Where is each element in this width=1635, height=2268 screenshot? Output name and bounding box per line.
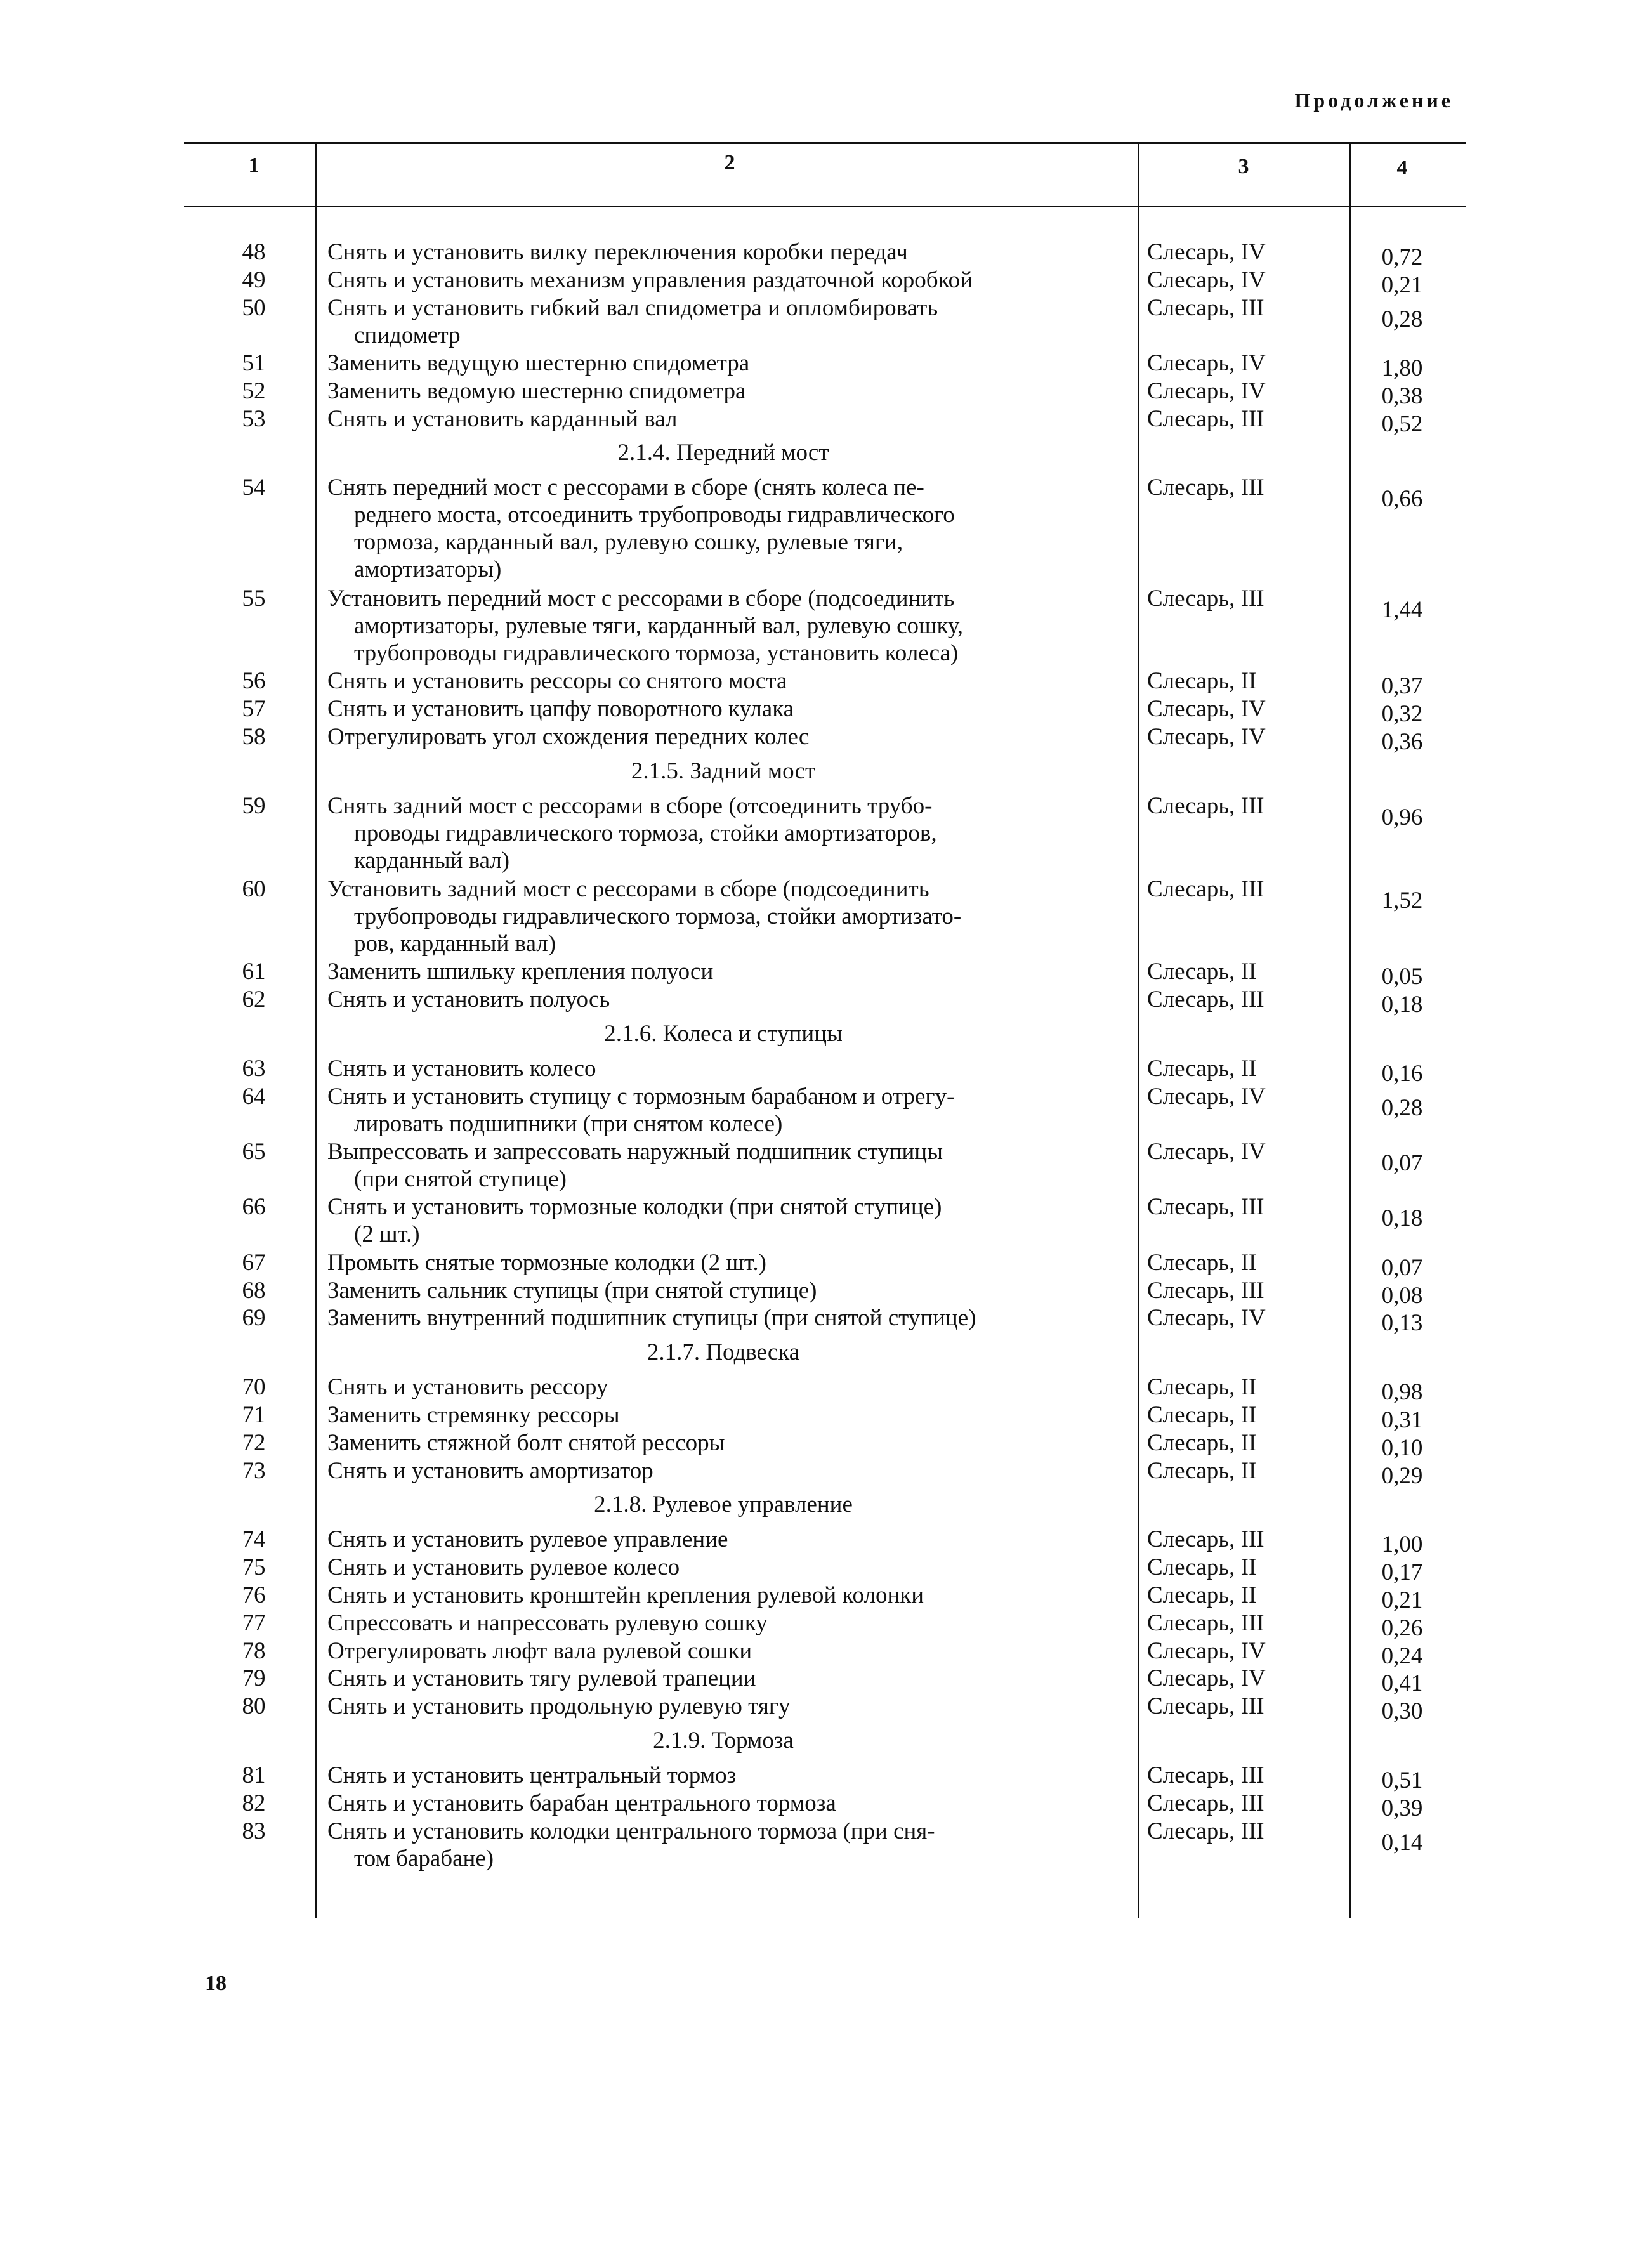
time-norm: 0,17 [1381, 1559, 1423, 1586]
operation-description [327, 986, 1124, 1013]
time-norm: 1,00 [1381, 1531, 1423, 1558]
time-norm: 0,41 [1381, 1670, 1423, 1697]
table-top-rule [184, 142, 1466, 144]
operation-description [327, 1457, 1124, 1485]
time-norm: 0,05 [1381, 964, 1423, 990]
time-norm: 0,38 [1381, 383, 1423, 409]
operation-description [327, 1609, 1124, 1637]
operation-description [327, 1138, 1124, 1193]
time-norm: 0,07 [1381, 1150, 1423, 1177]
section-heading: 2.1.9. Тормоза [653, 1727, 794, 1753]
row-number: 64 [242, 1083, 266, 1110]
worker-grade: Слесарь, II [1147, 668, 1257, 695]
worker-grade: Слесарь, II [1147, 1457, 1257, 1484]
worker-grade: Слесарь, III [1147, 875, 1264, 902]
description-line: Установить задний мост с рессорами в сборе (подсоединить [327, 875, 929, 902]
worker-grade: Слесарь, III [1147, 1818, 1264, 1844]
operation-description [327, 1083, 1124, 1137]
row-number: 65 [242, 1139, 266, 1165]
worker-grade: Слесарь, II [1147, 1429, 1257, 1456]
time-norm: 0,72 [1381, 244, 1423, 270]
description-line: трубопроводы гидравлического тормоза, установить колеса) [354, 639, 959, 666]
operation-description [327, 1429, 1124, 1457]
description-line: Выпрессовать и запрессовать наружный подшипник ступицы [327, 1139, 943, 1165]
operation-description [327, 1249, 1124, 1276]
column-divider-3 [1349, 142, 1351, 1918]
time-norm: 0,08 [1381, 1282, 1423, 1309]
time-norm: 0,30 [1381, 1698, 1423, 1725]
row-number: 53 [242, 405, 266, 432]
worker-grade: Слесарь, III [1147, 1526, 1264, 1553]
worker-grade: Слесарь, III [1147, 294, 1264, 321]
description-line: (при снятой ступице) [354, 1166, 567, 1193]
row-number: 71 [242, 1401, 266, 1428]
time-norm: 0,24 [1381, 1642, 1423, 1669]
column-header-4: 4 [1396, 156, 1408, 180]
time-norm: 0,07 [1381, 1254, 1423, 1281]
worker-grade: Слесарь, IV [1147, 350, 1266, 376]
description-line: Спрессовать и напрессовать рулевую сошку [327, 1609, 768, 1636]
description-line: Снять и установить рессоры со снятого моста [327, 668, 787, 695]
operation-description [327, 1818, 1124, 1872]
row-number: 52 [242, 377, 266, 404]
time-norm: 1,52 [1381, 887, 1423, 914]
description-line: лировать подшипники (при снятом колесе) [354, 1110, 783, 1137]
description-line: карданный вал) [354, 847, 510, 874]
description-line: Заменить ведущую шестерню спидометра [327, 350, 750, 376]
operation-description [327, 723, 1124, 751]
worker-grade: Слесарь, III [1147, 1790, 1264, 1816]
row-number: 76 [242, 1582, 266, 1608]
time-norm: 0,37 [1381, 673, 1423, 700]
time-norm: 0,16 [1381, 1061, 1423, 1087]
description-line: Заменить внутренний подшипник ступицы (при снятой ступице) [327, 1305, 976, 1332]
time-norm: 0,28 [1381, 1094, 1423, 1121]
description-line: Отрегулировать люфт вала рулевой сошки [327, 1637, 752, 1664]
worker-grade: Слесарь, IV [1147, 1305, 1266, 1332]
description-line: амортизаторы) [354, 556, 502, 583]
description-line: Снять и установить карданный вал [327, 405, 678, 432]
description-line: Снять передний мост с рессорами в сборе (снять колеса пе- [327, 475, 924, 501]
operation-description [327, 958, 1124, 985]
row-number: 62 [242, 987, 266, 1013]
row-number: 72 [242, 1429, 266, 1456]
row-number: 77 [242, 1609, 266, 1636]
description-line: Снять и установить рулевое колесо [327, 1554, 680, 1581]
time-norm: 0,98 [1381, 1379, 1423, 1406]
time-norm: 0,18 [1381, 1205, 1423, 1232]
row-number: 66 [242, 1194, 266, 1221]
operation-description [327, 294, 1124, 349]
description-line: (2 шт.) [354, 1221, 420, 1248]
row-number: 75 [242, 1554, 266, 1581]
column-divider-2 [1138, 142, 1139, 1918]
operation-description [327, 1373, 1124, 1401]
operation-description [327, 239, 1124, 266]
time-norm: 0,66 [1381, 486, 1423, 513]
table-header-bottom-rule [184, 206, 1466, 207]
worker-grade: Слесарь, III [1147, 1762, 1264, 1788]
row-number: 82 [242, 1790, 266, 1816]
description-line: Снять и установить рессору [327, 1374, 608, 1401]
worker-grade: Слесарь, III [1147, 1277, 1264, 1304]
description-line: амортизаторы, рулевые тяги, карданный вал, рулевую сошку, [354, 612, 963, 639]
description-line: Заменить стяжной болт снятой рессоры [327, 1429, 725, 1456]
time-norm: 0,32 [1381, 701, 1423, 728]
row-number: 78 [242, 1637, 266, 1664]
time-norm: 0,14 [1381, 1829, 1423, 1856]
time-norm: 0,21 [1381, 1587, 1423, 1613]
time-norm: 0,13 [1381, 1310, 1423, 1337]
description-line: Снять задний мост с рессорами в сборе (отсоединить трубо- [327, 792, 933, 819]
worker-grade: Слесарь, III [1147, 987, 1264, 1013]
operation-description [327, 1401, 1124, 1429]
section-heading: 2.1.5. Задний мост [631, 757, 816, 784]
operation-description [327, 1790, 1124, 1817]
worker-grade: Слесарь, IV [1147, 377, 1266, 404]
description-line: Заменить ведомую шестерню спидометра [327, 377, 746, 404]
description-line: реднего моста, отсоединить трубопроводы гидравлического [354, 502, 955, 528]
operation-description [327, 1304, 1124, 1332]
worker-grade: Слесарь, II [1147, 1374, 1257, 1401]
row-number: 60 [242, 875, 266, 902]
operation-description [327, 875, 1124, 957]
description-line: Снять и установить рулевое управление [327, 1526, 728, 1553]
description-line: Снять и установить колесо [327, 1056, 596, 1082]
row-number: 80 [242, 1693, 266, 1720]
operation-description [327, 350, 1124, 377]
description-line: Установить передний мост с рессорами в сборе (подсоединить [327, 585, 955, 612]
worker-grade: Слесарь, IV [1147, 724, 1266, 750]
row-number: 67 [242, 1249, 266, 1276]
description-line: ров, карданный вал) [354, 930, 556, 957]
description-line: Снять и установить колодки центрального тормоза (при сня- [327, 1818, 935, 1844]
description-line: том барабане) [354, 1845, 494, 1871]
time-norm: 0,18 [1381, 992, 1423, 1018]
row-number: 81 [242, 1762, 266, 1788]
description-line: Снять и установить гибкий вал спидометра и опломбировать [327, 294, 938, 321]
column-header-2: 2 [724, 151, 735, 174]
worker-grade: Слесарь, III [1147, 585, 1264, 612]
column-header-1: 1 [248, 154, 259, 177]
time-norm: 0,51 [1381, 1767, 1423, 1793]
time-norm: 1,44 [1381, 596, 1423, 623]
description-line: Снять и установить цапфу поворотного кулака [327, 696, 794, 723]
row-number: 51 [242, 350, 266, 376]
operation-description [327, 792, 1124, 874]
row-number: 57 [242, 696, 266, 723]
description-line: Снять и установить тормозные колодки (при снятой ступице) [327, 1194, 942, 1221]
row-number: 61 [242, 959, 266, 985]
description-line: Промыть снятые тормозные колодки (2 шт.) [327, 1249, 766, 1276]
time-norm: 0,26 [1381, 1615, 1423, 1641]
worker-grade: Слесарь, II [1147, 1249, 1257, 1276]
section-heading: 2.1.7. Подвеска [647, 1339, 800, 1366]
row-number: 79 [242, 1665, 266, 1692]
worker-grade: Слесарь, III [1147, 475, 1264, 501]
description-line: Снять и установить вилку переключения коробки передач [327, 239, 908, 265]
worker-grade: Слесарь, II [1147, 1554, 1257, 1581]
row-number: 73 [242, 1457, 266, 1484]
description-line: Снять и установить кронштейн крепления рулевой колонки [327, 1582, 924, 1608]
page-number: 18 [205, 1972, 227, 1995]
description-line: проводы гидравлического тормоза, стойки амортизаторов, [354, 820, 937, 846]
operation-description [327, 1526, 1124, 1553]
row-number: 63 [242, 1056, 266, 1082]
operation-description [327, 1582, 1124, 1609]
description-line: Снять и установить продольную рулевую тягу [327, 1693, 791, 1720]
section-heading: 2.1.8. Рулевое управление [594, 1491, 853, 1518]
continuation-label: Продолжение [1294, 89, 1454, 112]
description-line: Снять и установить амортизатор [327, 1457, 653, 1484]
time-norm: 0,36 [1381, 729, 1423, 755]
worker-grade: Слесарь, IV [1147, 1139, 1266, 1165]
worker-grade: Слесарь, IV [1147, 266, 1266, 293]
worker-grade: Слесарь, IV [1147, 1637, 1266, 1664]
worker-grade: Слесарь, II [1147, 1056, 1257, 1082]
worker-grade: Слесарь, III [1147, 1693, 1264, 1720]
operation-description [327, 474, 1124, 583]
row-number: 55 [242, 585, 266, 612]
time-norm: 0,39 [1381, 1795, 1423, 1821]
operation-description [327, 1665, 1124, 1692]
operation-description [327, 667, 1124, 695]
time-norm: 0,10 [1381, 1434, 1423, 1461]
description-line: Снять и установить ступицу с тормозным барабаном и отрегу- [327, 1083, 955, 1110]
worker-grade: Слесарь, II [1147, 1582, 1257, 1608]
description-line: Заменить стремянку рессоры [327, 1401, 620, 1428]
row-number: 69 [242, 1305, 266, 1332]
description-line: Снять и установить центральный тормоз [327, 1762, 737, 1788]
worker-grade: Слесарь, IV [1147, 1665, 1266, 1692]
description-line: тормоза, карданный вал, рулевую сошку, рулевые тяги, [354, 529, 903, 556]
time-norm: 1,80 [1381, 355, 1423, 381]
worker-grade: Слесарь, IV [1147, 696, 1266, 723]
operation-description [327, 405, 1124, 433]
worker-grade: Слесарь, III [1147, 405, 1264, 432]
row-number: 50 [242, 294, 266, 321]
section-heading: 2.1.4. Передний мост [617, 440, 829, 466]
row-number: 68 [242, 1277, 266, 1304]
section-heading: 2.1.6. Колеса и ступицы [604, 1021, 843, 1047]
operation-description [327, 1554, 1124, 1581]
description-line: Снять и установить механизм управления раздаточной коробкой [327, 266, 973, 293]
operation-description [327, 1055, 1124, 1082]
time-norm: 0,31 [1381, 1406, 1423, 1433]
row-number: 59 [242, 792, 266, 819]
time-norm: 0,96 [1381, 804, 1423, 830]
operation-description [327, 695, 1124, 723]
operation-description [327, 1693, 1124, 1720]
worker-grade: Слесарь, IV [1147, 1083, 1266, 1110]
description-line: трубопроводы гидравлического тормоза, стойки амортизато- [354, 903, 962, 929]
time-norm: 0,52 [1381, 410, 1423, 437]
operation-description [327, 1193, 1124, 1248]
time-norm: 0,28 [1381, 306, 1423, 332]
description-line: Снять и установить тягу рулевой трапеции [327, 1665, 756, 1692]
row-number: 83 [242, 1818, 266, 1844]
operation-description [327, 1637, 1124, 1665]
column-header-3: 3 [1238, 155, 1249, 178]
operation-description [327, 377, 1124, 405]
worker-grade: Слесарь, II [1147, 1401, 1257, 1428]
description-line: Заменить сальник ступицы (при снятой ступице) [327, 1277, 817, 1304]
time-norm: 0,29 [1381, 1462, 1423, 1489]
row-number: 70 [242, 1374, 266, 1401]
worker-grade: Слесарь, II [1147, 959, 1257, 985]
worker-grade: Слесарь, IV [1147, 239, 1266, 265]
operation-description [327, 1277, 1124, 1304]
row-number: 74 [242, 1526, 266, 1553]
worker-grade: Слесарь, III [1147, 1609, 1264, 1636]
description-line: Снять и установить полуось [327, 987, 610, 1013]
operation-description [327, 266, 1124, 294]
operation-description [327, 585, 1124, 667]
row-number: 49 [242, 266, 266, 293]
description-line: спидометр [354, 322, 461, 348]
row-number: 56 [242, 668, 266, 695]
row-number: 48 [242, 239, 266, 265]
operation-description [327, 1762, 1124, 1789]
row-number: 58 [242, 724, 266, 750]
worker-grade: Слесарь, III [1147, 792, 1264, 819]
worker-grade: Слесарь, III [1147, 1194, 1264, 1221]
row-number: 54 [242, 475, 266, 501]
description-line: Заменить шпильку крепления полуоси [327, 959, 714, 985]
description-line: Снять и установить барабан центрального тормоза [327, 1790, 836, 1816]
time-norm: 0,21 [1381, 272, 1423, 298]
description-line: Отрегулировать угол схождения передних колес [327, 724, 810, 750]
